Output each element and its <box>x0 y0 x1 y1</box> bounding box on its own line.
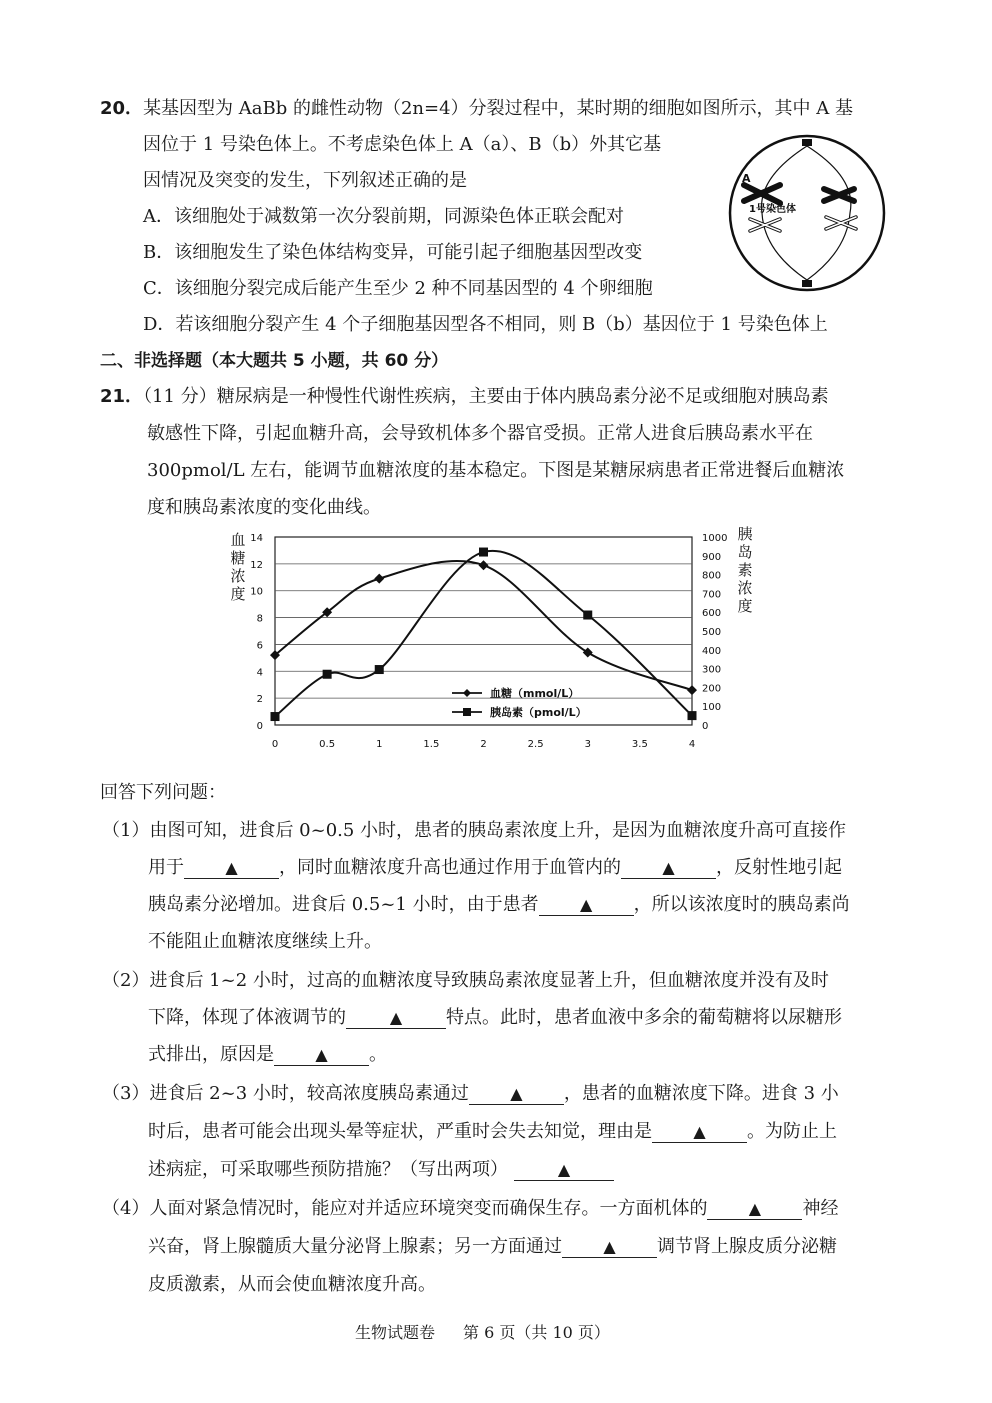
glucose-point <box>374 574 384 584</box>
q21-part3-line2 <box>148 1120 837 1144</box>
right-tick-label: 200 <box>702 683 722 695</box>
part-text: ，患者的血糖浓度下降。进食 3 小 <box>563 1083 839 1104</box>
insulin-point <box>271 712 280 721</box>
right-tick-label: 1000 <box>702 533 728 544</box>
part-text: 胰岛素分泌增加。进食后 0.5~1 小时，由于患者 <box>148 894 539 915</box>
part-number: （4） <box>102 1198 150 1219</box>
part-text: 式排出，原因是 <box>148 1044 274 1065</box>
insulin-point <box>479 548 488 557</box>
right-tick-label: 600 <box>702 608 722 620</box>
option-label: A． <box>143 206 174 227</box>
left-tick-label: 10 <box>250 586 263 598</box>
part-text: 进食后 1~2 小时，过高的血糖浓度导致胰岛素浓度显著上升，但血糖浓度并没有及时 <box>149 970 829 991</box>
right-tick-label: 700 <box>702 589 722 601</box>
left-tick-label: 0 <box>256 721 263 732</box>
gene-a-label: A <box>742 172 751 185</box>
legend-label: 血糖（mmol/L） <box>490 687 580 700</box>
answer-blank-1-2[interactable]: ▲ <box>621 858 716 879</box>
glucose-point <box>479 560 489 570</box>
x-tick-label: 3 <box>584 739 591 750</box>
x-tick-label: 4 <box>688 739 696 750</box>
right-axis-label <box>737 525 752 615</box>
q21-part1-line1 <box>102 819 846 843</box>
insulin-point <box>583 611 592 620</box>
left-tick-label: 14 <box>250 533 263 544</box>
q21-stem-line1 <box>100 385 829 409</box>
q21-part3-line1 <box>102 1082 839 1106</box>
q20-stem-line1 <box>100 97 853 121</box>
x-tick-label: 2.5 <box>527 739 544 750</box>
right-tick-label: 900 <box>702 551 722 563</box>
right-tick-label: 0 <box>702 721 709 732</box>
q20-stem-line3: 因情况及突变的发生，下列叙述正确的是 <box>143 170 467 191</box>
option-text: 该细胞处于减数第一次分裂前期，同源染色体正联会配对 <box>174 206 624 227</box>
glucose-point <box>687 685 697 695</box>
axis-label-char: 胰 <box>737 525 753 543</box>
right-tick-label: 100 <box>702 702 722 714</box>
left-tick-label: 8 <box>256 613 263 625</box>
answer-blank-2-1[interactable]: ▲ <box>346 1008 446 1029</box>
option-text: 若该细胞分裂产生 4 个子细胞基因型各不相同，则 B（b）基因位于 1 号染色体上 <box>175 314 828 335</box>
part-text: 。为防止上 <box>747 1121 837 1142</box>
answer-blank-3-3[interactable]: ▲ <box>514 1160 614 1181</box>
insulin-point <box>688 711 697 720</box>
insulin-line <box>275 551 692 717</box>
q21-part4-line2 <box>148 1235 837 1259</box>
q21-stem-line3: 300pmol/L 左右，能调节血糖浓度的基本稳定。下图是某糖尿病患者正常进餐后血糖浓 <box>147 460 845 481</box>
part-text: 用于 <box>148 857 184 878</box>
x-axis-ticks <box>272 739 695 750</box>
answer-prompt: 回答下列问题： <box>100 782 226 803</box>
q21-part1-line2 <box>148 856 842 880</box>
axis-label-char: 血 <box>230 531 246 549</box>
right-tick-label: 300 <box>702 664 722 676</box>
q21-part3-line3 <box>148 1158 614 1182</box>
axis-label-char: 浓 <box>737 579 753 597</box>
axis-label-char: 岛 <box>737 543 753 561</box>
insulin-point <box>375 665 384 674</box>
part-text: 。 <box>369 1044 387 1065</box>
part-text: ，所以该浓度时的胰岛素尚 <box>633 894 850 915</box>
part-text: 神经 <box>802 1198 839 1219</box>
part-text: 人面对紧急情况时，能应对并适应环境突变而确保生存。一方面机体的 <box>149 1198 708 1219</box>
answer-blank-2-2[interactable]: ▲ <box>274 1045 369 1066</box>
x-tick-label: 0.5 <box>319 739 336 750</box>
legend-diamond-marker <box>463 689 471 697</box>
left-tick-label: 12 <box>250 559 263 571</box>
q21-part4-line3: 皮质激素，从而会使血糖浓度升高。 <box>148 1274 436 1295</box>
axis-label-char: 度 <box>230 585 246 603</box>
q21-stem-line4: 度和胰岛素浓度的变化曲线。 <box>147 497 381 518</box>
q20-option-a[interactable] <box>143 205 624 229</box>
legend-label: 胰岛素（pmol/L） <box>490 706 587 719</box>
spindle-pole-bottom <box>802 280 812 287</box>
option-label: D． <box>143 314 176 335</box>
left-axis-label <box>230 531 245 603</box>
part-text: 下降，体现了体液调节的 <box>148 1007 346 1028</box>
cell-division-figure <box>722 133 892 293</box>
part-text: 调节肾上腺皮质分泌糖 <box>657 1236 837 1257</box>
part-text: 由图可知，进食后 0~0.5 小时，患者的胰岛素浓度上升，是因为血糖浓度升高可直接作 <box>149 820 847 841</box>
page-footer <box>355 1322 610 1344</box>
axis-label-char: 浓 <box>230 567 246 585</box>
glucose-point <box>583 647 593 657</box>
left-tick-label: 6 <box>256 640 263 652</box>
footer-subject: 生物试题卷 <box>355 1323 436 1342</box>
x-tick-label: 0 <box>271 739 279 750</box>
legend-square-marker <box>463 708 471 716</box>
x-tick-label: 2 <box>480 739 487 750</box>
q20-option-d[interactable] <box>143 313 828 337</box>
q20-option-b[interactable] <box>143 241 642 265</box>
left-axis-ticks <box>250 533 263 732</box>
x-tick-label: 1.5 <box>423 739 440 750</box>
section-2-title: 二、非选择题（本大题共 5 小题，共 60 分） <box>100 351 449 371</box>
q21-part2-line1 <box>102 969 829 993</box>
insulin-point <box>323 670 332 679</box>
chart-legend <box>452 686 587 719</box>
spindle-pole-top <box>802 139 812 146</box>
left-tick-label: 4 <box>256 667 263 679</box>
part-number: （3） <box>102 1083 150 1104</box>
right-tick-label: 400 <box>702 645 722 657</box>
answer-blank-1-3[interactable]: ▲ <box>539 895 634 916</box>
part-text: 兴奋，肾上腺髓质大量分泌肾上腺素；另一方面通过 <box>148 1236 562 1257</box>
q20-number: 20． <box>100 98 144 119</box>
answer-blank-4-2[interactable]: ▲ <box>562 1237 657 1258</box>
option-label: B． <box>143 242 175 263</box>
q21-text-1: （11 分）糖尿病是一种慢性代谢性疾病，主要由于体内胰岛素分泌不足或细胞对胰岛素 <box>143 386 829 407</box>
answer-blank-3-2[interactable]: ▲ <box>652 1122 747 1143</box>
right-axis-ticks <box>702 533 727 732</box>
x-tick-label: 1 <box>376 739 383 750</box>
chromosome-1-label: 1号染色体 <box>749 204 796 215</box>
right-tick-label: 800 <box>702 570 722 582</box>
glucose-line <box>275 561 692 690</box>
option-text: 该细胞发生了染色体结构变异，可能引起子细胞基因型改变 <box>174 242 643 263</box>
axis-label-char: 素 <box>737 561 753 579</box>
q20-stem-line2: 因位于 1 号染色体上。不考虑染色体上 A（a）、B（b）外其它基 <box>143 134 662 155</box>
q21-stem-line2: 敏感性下降，引起血糖升高，会导致机体多个器官受损。正常人进食后胰岛素水平在 <box>147 423 813 444</box>
axis-label-char: 糖 <box>230 549 246 567</box>
x-tick-label: 3.5 <box>631 739 648 750</box>
q21-part4-line1 <box>102 1197 838 1221</box>
answer-blank-4-1[interactable]: ▲ <box>707 1199 802 1220</box>
part-text: 特点。此时，患者血液中多余的葡萄糖将以尿糖形 <box>446 1007 842 1028</box>
q21-part1-line4: 不能阻止血糖浓度继续上升。 <box>148 931 382 952</box>
answer-blank-3-1[interactable]: ▲ <box>469 1084 564 1105</box>
chart-series <box>270 548 697 722</box>
part-text: 进食后 2~3 小时，较高浓度胰岛素通过 <box>149 1083 469 1104</box>
option-text: 该细胞分裂完成后能产生至少 2 种不同基因型的 4 个卵细胞 <box>174 278 653 299</box>
glucose-insulin-chart <box>220 525 765 760</box>
q20-option-c[interactable] <box>143 277 653 301</box>
q20-text-1: 某基因型为 AaBb 的雌性动物（2n=4）分裂过程中，某时期的细胞如图所示，其中 A 基 <box>143 98 854 119</box>
axis-label-char: 度 <box>737 597 753 615</box>
option-label: C． <box>143 278 175 299</box>
q21-part1-line3 <box>148 893 850 917</box>
q21-part2-line3 <box>148 1043 387 1067</box>
left-tick-label: 2 <box>256 694 263 706</box>
answer-blank-1-1[interactable]: ▲ <box>184 858 279 879</box>
part-text: ，反射性地引起 <box>716 857 842 878</box>
part-text: 述病症，可采取哪些预防措施？（写出两项） <box>148 1159 508 1180</box>
footer-page-number: 第 6 页（共 10 页） <box>463 1323 610 1342</box>
part-text: ，同时血糖浓度升高也通过作用于血管内的 <box>279 857 621 878</box>
part-text: 时后，患者可能会出现头晕等症状，严重时会失去知觉，理由是 <box>148 1121 652 1142</box>
part-number: （1） <box>102 820 150 841</box>
q21-number: 21． <box>100 386 144 407</box>
q21-part2-line2 <box>148 1006 842 1030</box>
chromosome-1-pair <box>742 172 796 215</box>
right-tick-label: 500 <box>702 627 722 638</box>
part-number: （2） <box>102 970 150 991</box>
